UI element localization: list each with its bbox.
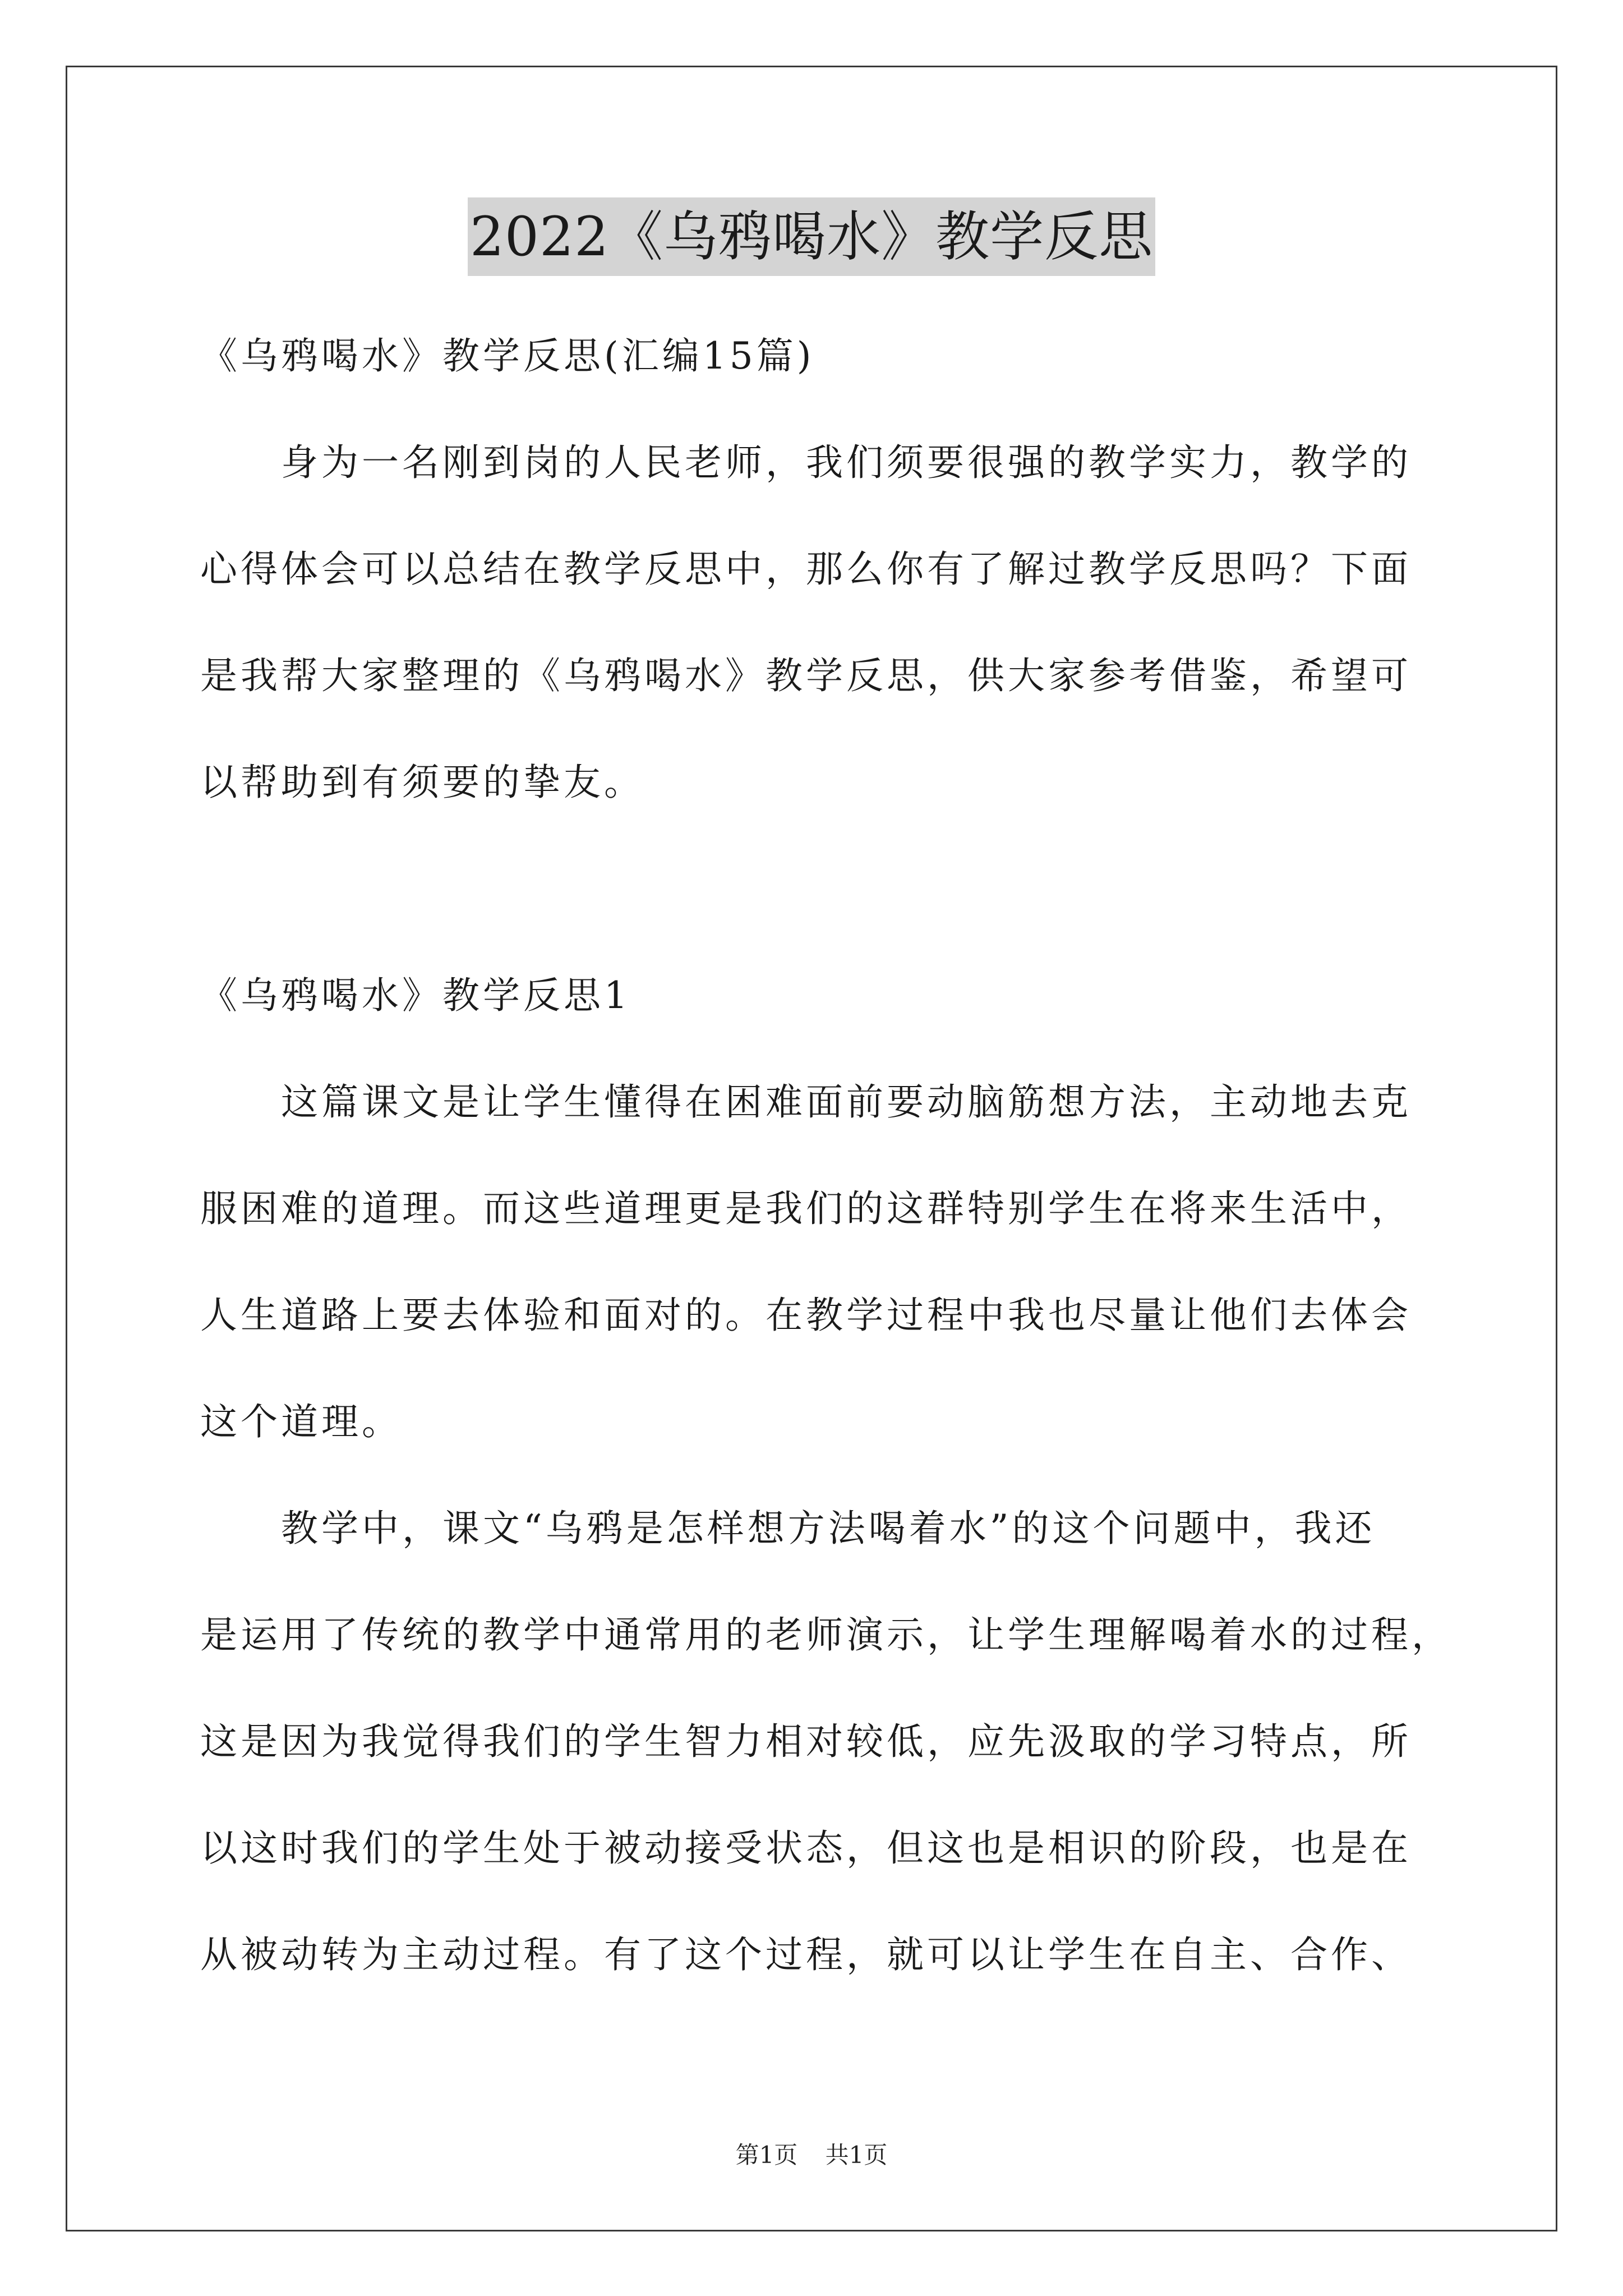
paragraph-line: 这是因为我觉得我们的学生智力相对较低，应先汲取的学习特点，所 [200,1720,1412,1763]
paragraph-line: 人生道路上要去体验和面对的。在教学过程中我也尽量让他们去体会 [200,1294,1412,1337]
intro-line: 心得体会可以总结在教学反思中，那么你有了解过教学反思吗？下面 [200,547,1412,591]
paragraph-line: 服困难的道理。而这些道理更是我们的这群特别学生在将来生活中， [200,1187,1412,1230]
paragraph-line: 从被动转为主动过程。有了这个过程，就可以让学生在自主、合作、 [200,1933,1412,1976]
page-number-current: 第1页 [735,2141,798,2169]
body-paragraph-2 [200,1475,1479,2008]
intro-line: 是我帮大家整理的《乌鸦喝水》教学反思，供大家参考借鉴，希望可 [200,654,1412,697]
paragraph-line: 这篇课文是让学生懂得在困难面前要动脑筋想方法，主动地去克 [281,1080,1412,1124]
page-footer [0,2138,1623,2172]
paragraph-line: 是运用了传统的教学中通常用的老师演示，让学生理解喝着水的过程， [200,1613,1452,1657]
paragraph-line: 教学中，课文“乌鸦是怎样想方法喝着水”的这个问题中，我还 [281,1507,1376,1550]
paragraph-gap [200,836,1479,942]
intro-paragraph [200,409,1479,836]
title-container [0,197,1623,276]
subtitle: 《乌鸦喝水》教学反思(汇编15篇) [200,334,815,378]
document-body [200,303,1479,2008]
document-title: 2022《乌鸦喝水》教学反思 [468,197,1155,276]
intro-line: 身为一名刚到岗的人民老师，我们须要很强的教学实力，教学的 [281,441,1412,484]
page-number-total: 共1页 [825,2141,888,2169]
section-heading: 《乌鸦喝水》教学反思1 [200,974,631,1017]
body-paragraph-1 [200,1049,1479,1475]
paragraph-line: 以这时我们的学生处于被动接受状态，但这也是相识的阶段，也是在 [200,1826,1412,1870]
paragraph-line: 这个道理。 [200,1400,402,1443]
intro-line: 以帮助到有须要的挚友。 [200,761,644,804]
